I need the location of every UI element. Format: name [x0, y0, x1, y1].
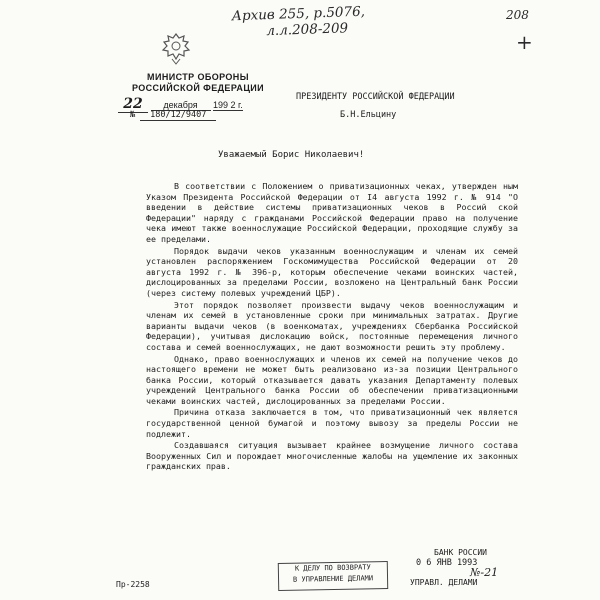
archive-annotation — [231, 4, 365, 41]
date-day: 22 — [123, 96, 143, 112]
recipient-name: Б.Н.Ельцину — [340, 110, 397, 120]
date-month: декабря — [151, 100, 211, 111]
letter-body — [146, 181, 523, 473]
page-number: 208 — [506, 8, 529, 22]
outgoing-number: 180/12/9407 — [140, 110, 216, 121]
paragraph-3: Этот порядок позволяет произвести выдачу чеков военнослужащим и членам их семей в установленные сроки при минимальных затратах. Другие варианты выдачи чеков (в военкоматах, учреждениях Сбербанка Российской Федерации), учитывая дислокацию войск, постоянные перемещения личного состава и семей военнослужащих, не дают возможности решить эту проблему. — [146, 299, 523, 352]
recipient-title: ПРЕЗИДЕНТУ РОССИЙСКОЙ ФЕДЕРАЦИИ — [296, 92, 455, 102]
received-handwritten-number: №-21 — [470, 566, 499, 579]
plus-mark: + — [516, 30, 533, 54]
date-year: 199 2 г. — [213, 100, 243, 110]
archive-line-2: л.л.208-209 — [266, 20, 349, 40]
paragraph-1: В соответствии с Положением о приватизационных чеках, утвержден ным Указом Президента Российской Федерации от I4 августа 1992 г. № 914 "О введении в действие системы приватизационных чеков в Россий ской Федерации" наряду с гражданами Российской Федерации право на получение чека имеют также военнослужащие Российской Федерации, проходящие службу за ее пределами. — [146, 181, 523, 244]
paragraph-4: Однако, право военнослужащих и членов их семей на получение чеков до настоящего времени не может быть реализовано из-за позиции Центрального банка России, который отказывается давать указания Департаменту полевых учреждений Центрального банка России об обеспечении приватизационными чеками воинских частей, дислоцированных за пределами России. — [146, 353, 523, 406]
filing-stamp — [278, 561, 388, 591]
stamp-line-2: В УПРАВЛЕНИЕ ДЕЛАМИ — [292, 574, 374, 584]
department-label: УПРАВЛ. ДЕЛАМИ — [410, 578, 478, 587]
number-prefix: № — [130, 110, 136, 120]
salutation: Уважаемый Борис Николаевич! — [218, 150, 365, 160]
recipient-block — [296, 88, 455, 124]
sender-line-2: РОССИЙСКОЙ ФЕДЕРАЦИИ — [131, 83, 265, 93]
archive-line-1: Архив 255, р.5076, — [231, 3, 366, 25]
stamp-line-1: К ДЕЛУ ПО ВОЗВРАТУ — [294, 563, 371, 573]
bank-label: БАНК РОССИИ — [434, 548, 487, 557]
sender-line-1: МИНИСТР ОБОРОНЫ — [147, 72, 249, 82]
paragraph-2: Порядок выдачи чеков указанным военнослужащим и членам их семей установлен распоряжением Госкомимущества Российской Федерации от 20 августа 1992 г. № 396-р, которым обеспечение чеками воинских частей, дислоцированных за пределами России, возложено на Центральный банк России (через систему полевых учреждений ЦБР). — [146, 245, 523, 298]
document-code: Пр-2258 — [116, 580, 150, 589]
sender-block — [118, 72, 278, 94]
paragraph-6: Создавшаяся ситуация вызывает крайнее возмущение личного состава Вооруженных Сил и порождает многочисленные жалобы на ущемление их законных гражданских прав. — [146, 440, 523, 472]
state-emblem-icon — [156, 28, 196, 68]
received-date: 0 6 ЯНВ 1993 — [416, 558, 478, 568]
paragraph-5: Причина отказа заключается в том, что приватизационный чек является государственной ценной бумагой и поэтому вывозу за пределы России не подлежит. — [146, 407, 523, 439]
outgoing-number-row — [130, 110, 216, 121]
